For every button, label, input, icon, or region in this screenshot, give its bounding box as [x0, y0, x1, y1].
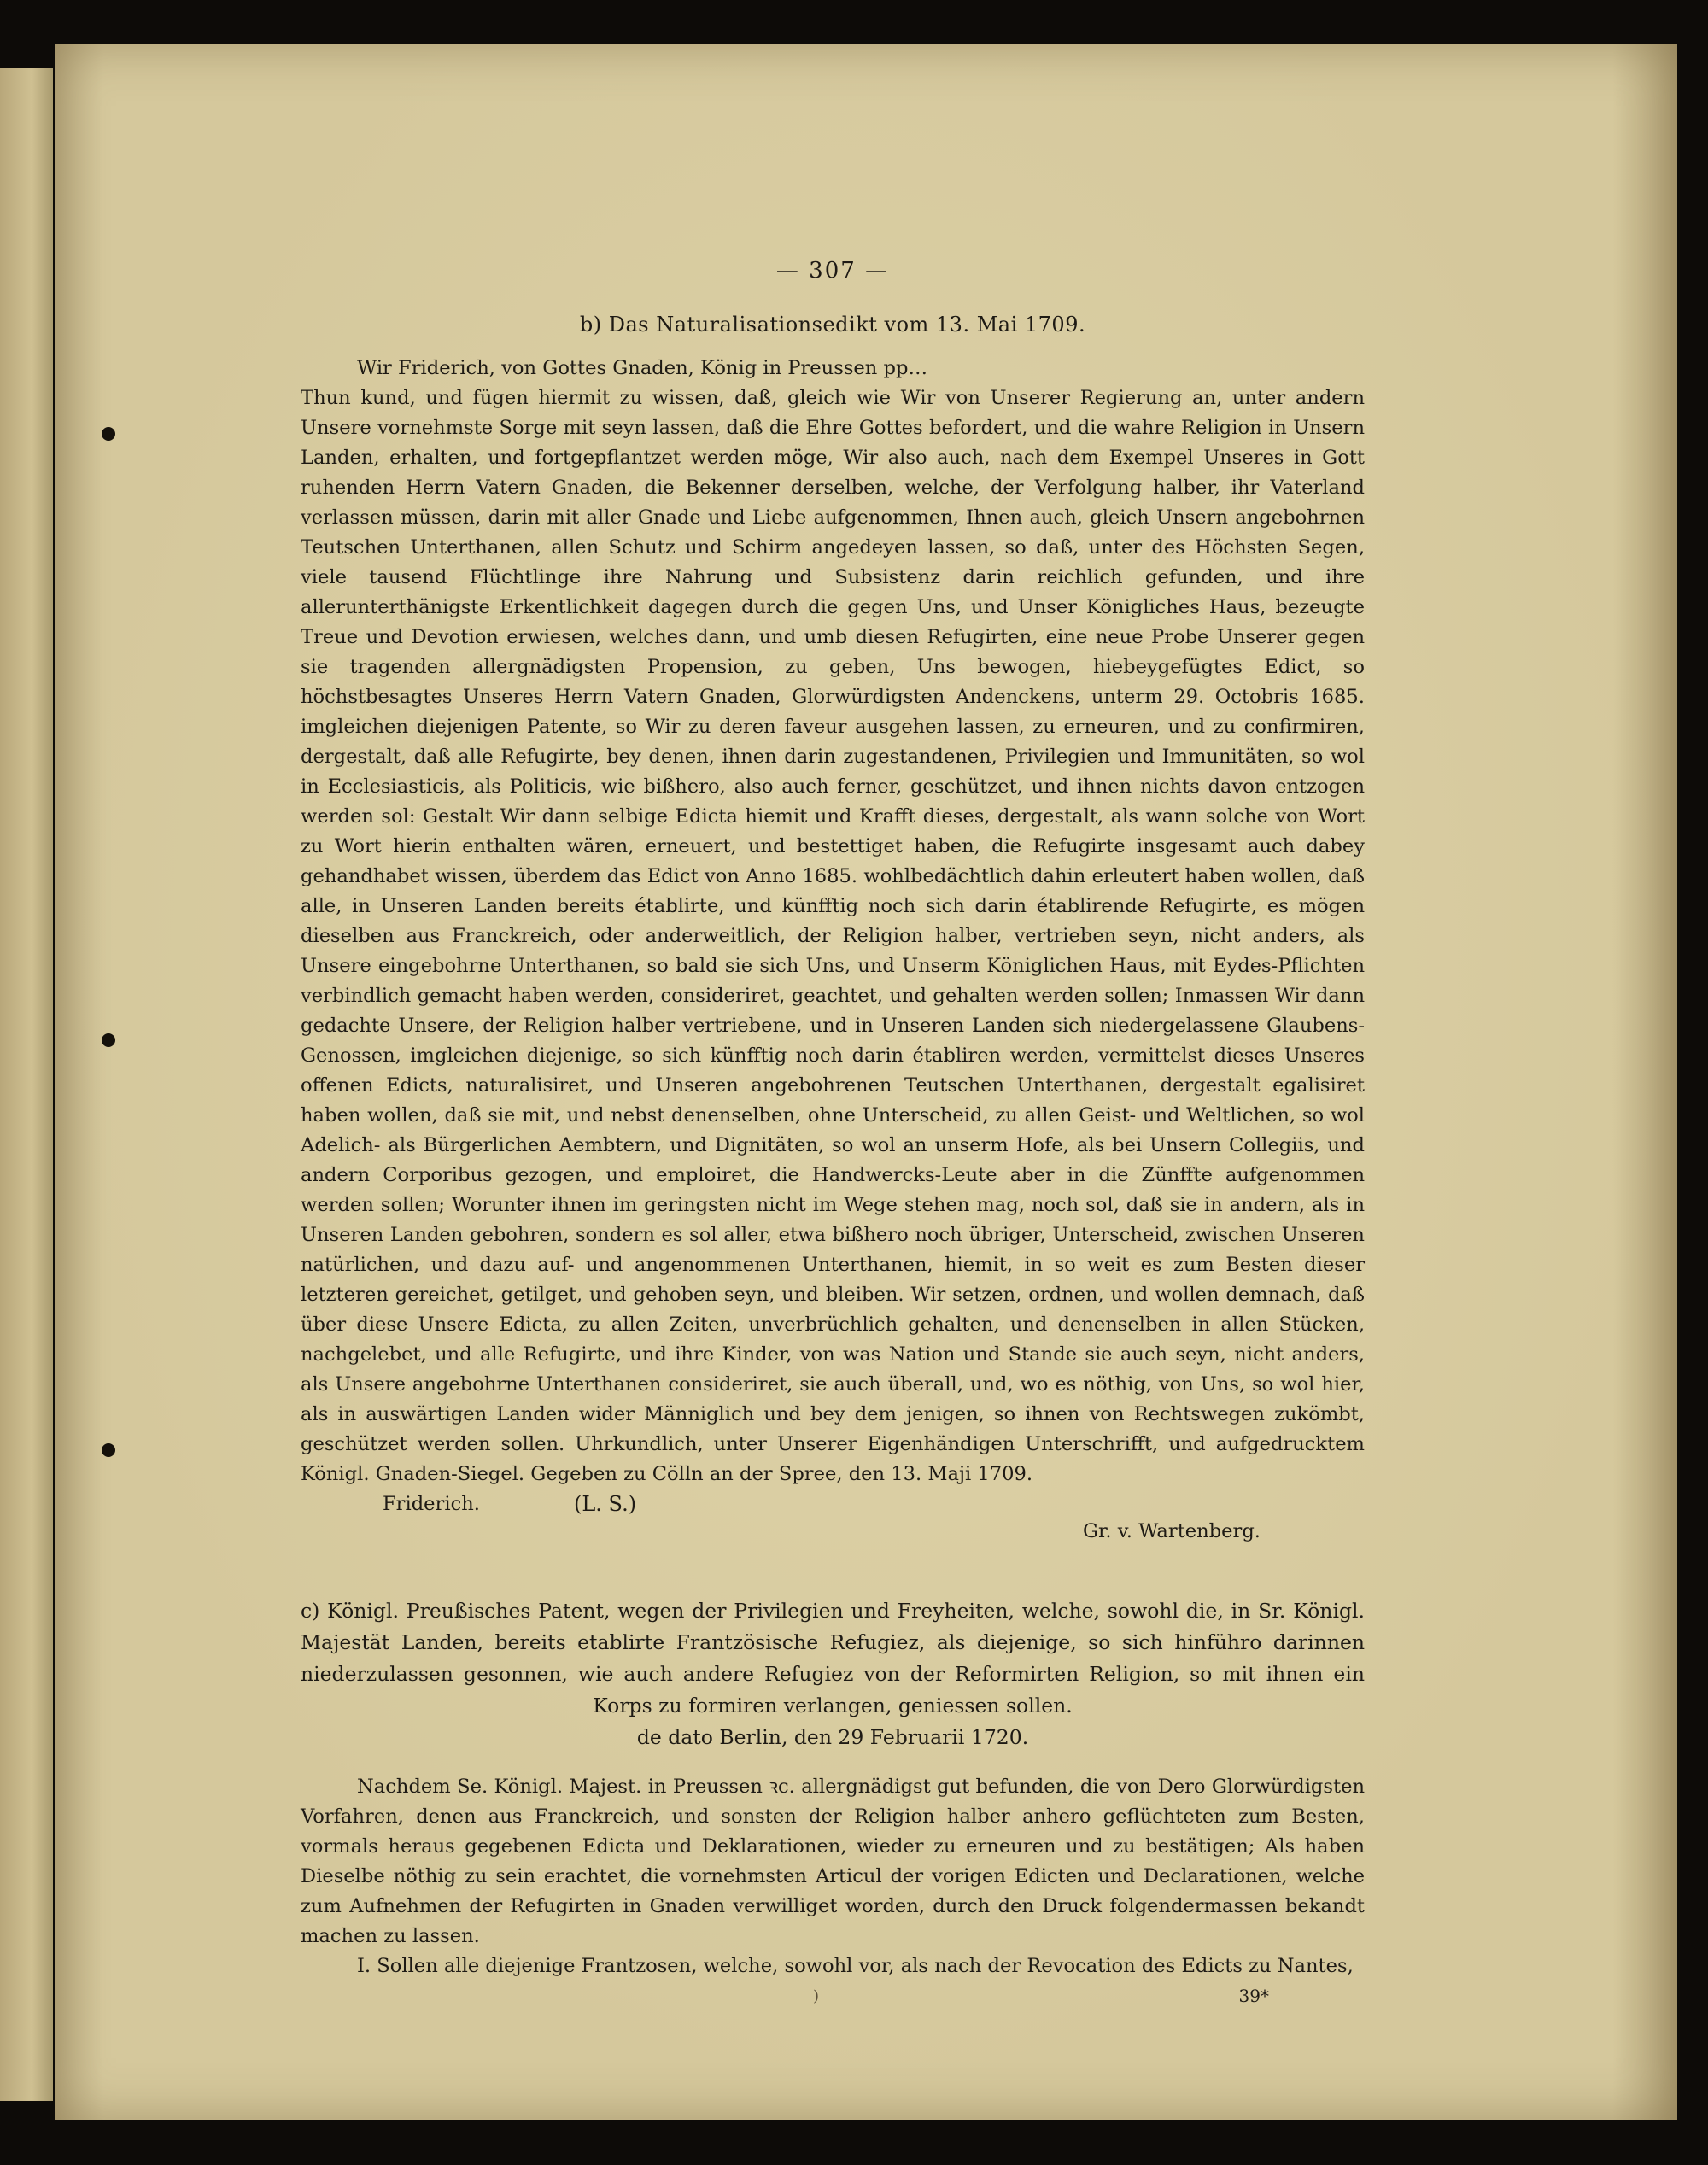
page-content — [301, 256, 1365, 2016]
section-c-body: Nachdem Se. Königl. Majest. in Preussen ꝛc. allergnädigst gut befunden, die von Dero Glorwürdigsten Vorfahren, denen aus Franckreich, und sonsten der Religion halber anhero geflüchteten zum Besten, vormals heraus gegebenen Edicta und Deklarationen, wieder zu erneuren und zu bestätigen; Als haben Dieselbe nöthig zu sein erachtet, die vornehmsten Articul der vorigen Edicten und Declarationen, welche zum Aufnehmen der Refugirten in Gnaden verwilliget worden, durch den Druck folgendermassen bekandt machen zu lassen. — [301, 1776, 1365, 1947]
printer-signature: 39* — [1238, 1986, 1269, 2006]
section-c-heading: c) Königl. Preußisches Patent, wegen der Privilegien und Freyheiten, welche, sowohl die, in Sr. Königl. Majestät Landen, bereits etablirte Frantzösische Refugiez, als diejenige, so sich hinführo darinnen niederzulassen gesonnen, wie auch andere Refugiez von der Reformirten Religion, so mit ihnen ein Korps zu formiren verlangen, geniessen sollen. — [301, 1599, 1365, 1717]
stray-mark: ) — [813, 1987, 820, 2005]
section-b-salutation: Wir Friderich, von Gottes Gnaden, König in Preussen pp… — [357, 357, 928, 379]
binding-hole — [102, 1033, 115, 1047]
section-c-heading-block — [301, 1595, 1365, 1753]
page-footer — [301, 1981, 1365, 2016]
section-b-body: Thun kund, und fügen hiermit zu wissen, daß, gleich wie Wir von Unserer Regierung an, unter andern Unsere vornehmste Sorge mit seyn lassen, daß die Ehre Gottes befordert, und die wahre Religion in Unsern Landen, erhalten, und fortgepflantzet werden möge, Wir also auch, nach dem Exempel Unseres in Gott ruhenden Herrn Vatern Gnaden, die Bekenner derselben, welche, der Verfolgung halber, ihr Vaterland verlassen müssen, darin mit aller Gnade und Liebe aufgenommen, Ihnen auch, gleich Unsern angebohrnen Teutschen Unterthanen, allen Schutz und Schirm angedeyen lassen, so daß, unter des Höchsten Segen, viele tausend Flüchtlinge ihre Nahrung und Subsistenz darin reichlich gefunden, und ihre allerunterthänigste Erkentlichkeit dagegen durch die gegen Uns, und Unser Königliches Haus, bezeugte Treue und Devotion erwiesen, welches dann, und umb diesen Refugirten, eine neue Probe Unserer gegen sie tragenden allergnädigsten Propension, zu geben, Uns bewogen, hiebeygefügtes Edict, so höchstbesagtes Unseres Herrn Vatern Gnaden, Glorwürdigsten Andenckens, unterm 29. Octobris 1685. imgleichen diejenigen Patente, so Wir zu deren faveur ausgehen lassen, zu erneuren, und zu confirmiren, dergestalt, daß alle Refugirte, bey denen, ihnen darin zugestandenen, Privilegien und Immunitäten, so wol in Ecclesiasticis, als Politicis, wie bißhero, also auch ferner, geschützet, und ihnen nichts davon entzogen werden sol: Gestalt Wir dann selbige Edicta hiemit und Krafft dieses, dergestalt, als wann solche von Wort zu Wort hierin enthalten wären, erneuert, und bestettiget haben, die Refugirte insgesamt auch dabey gehandhabet wissen, überdem das Edict von Anno 1685. wohlbedächtlich dahin erleutert haben wollen, daß alle, in Unseren Landen bereits établirte, und künfftig noch sich darin établirende Refugirte, es mögen dieselben aus Franckreich, oder anderweitlich, der Religion halber, vertrieben seyn, nicht anders, als Unsere eingebohrne Unterthanen, so bald sie sich Uns, und Unserm Königlichen Haus, mit Eydes-Pflichten verbindlich gemacht haben werden, consideriret, geachtet, und gehalten werden sollen; Inmassen Wir dann gedachte Unsere, der Religion halber vertriebene, und in Unseren Landen sich niedergelassene Glaubens-Genossen, imgleichen diejenige, so sich künfftig noch darin établiren werden, vermittelst dieses Unseres offenen Edicts, naturalisiret, und Unseren angebohrenen Teutschen Unterthanen, dergestalt egalisiret haben wollen, daß sie mit, und nebst denenselben, ohne Unterscheid, zu allen Geist- und Weltlichen, so wol Adelich- als Bürgerlichen Aembtern, und Dignitäten, so wol an unserm Hofe, als bei Unsern Collegiis, und andern Corporibus gezogen, und emploiret, die Handwercks-Leute aber in die Zünffte aufgenommen werden sollen; Worunter ihnen im geringsten nicht im Wege stehen mag, noch sol, daß sie in andern, als in Unseren Landen gebohren, sondern es sol aller, etwa bißhero noch übriger, Unterscheid, zwischen Unseren natürlichen, und dazu auf- und angenommenen Unterthanen, hiemit, in so weit es zum Besten dieser letzteren gereichet, getilget, und gehoben seyn, und bleiben. Wir setzen, ordnen, und wollen demnach, daß über diese Unsere Edicta, zu allen Zeiten, unverbrüchlich gehalten, und denenselben in allen Stücken, nachgelebet, und alle Refugirte, und ihre Kinder, von was Nation und Stande sie auch seyn, nicht anders, als Unsere angebohrne Unterthanen consideriret, sie auch überall, und, wo es nöthig, von Uns, so wol hier, als in auswärtigen Landen wider Männiglich und bey dem jenigen, so ihnen von Rechtswegen zukömbt, geschützet werden sollen. Uhrkundlich, unter Unserer Eigenhändigen Unterschrifft, und aufgedrucktem Königl. Gnaden-Siegel. Gegeben zu Cölln an der Spree, den 13. Maji 1709. — [301, 387, 1365, 1485]
countersignature: Gr. v. Wartenberg. — [1083, 1520, 1261, 1542]
signature-block — [301, 1489, 1365, 1549]
left-page-edge — [0, 68, 53, 2101]
seal-mark: (L. S.) — [574, 1492, 637, 1516]
section-c-date: de dato Berlin, den 29 Februarii 1720. — [636, 1725, 1029, 1749]
binding-hole — [102, 427, 115, 441]
binding-hole — [102, 1443, 115, 1457]
article-1: I. Sollen alle diejenige Frantzosen, welche, sowohl vor, als nach der Revocation des Edicts zu Nantes, — [357, 1955, 1354, 1977]
signature-name: Friderich. — [383, 1493, 480, 1515]
section-b-heading: b) Das Naturalisationsedikt vom 13. Mai 1709. — [579, 313, 1086, 336]
page-number: — 307 — — [775, 258, 890, 284]
